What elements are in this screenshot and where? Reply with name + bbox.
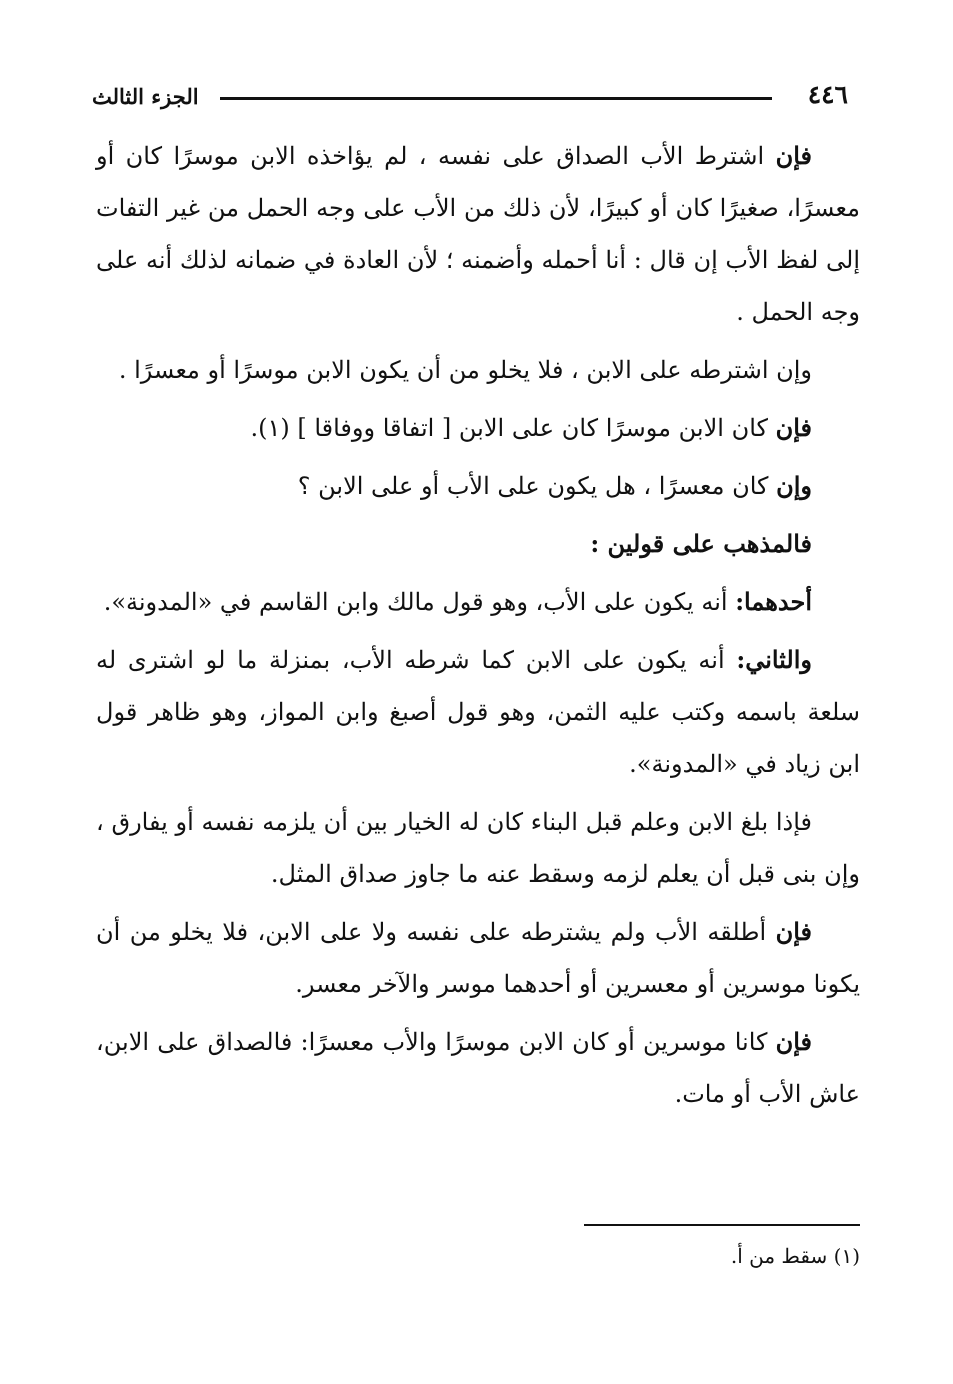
body-text bbox=[96, 130, 860, 1126]
paragraph-text: كانا موسرين أو كان الابن موسرًا والأب معسرًا: فالصداق على الابن، عاش الأب أو مات. bbox=[96, 1028, 860, 1108]
paragraph-lead: فإن bbox=[775, 1027, 812, 1056]
paragraph bbox=[96, 130, 860, 338]
header-rule bbox=[220, 97, 772, 100]
paragraph bbox=[96, 344, 860, 396]
page-header bbox=[92, 80, 848, 114]
paragraph-lead: فإن bbox=[775, 141, 812, 170]
paragraph-lead: فالمذهب على قولين : bbox=[590, 529, 812, 558]
paragraph bbox=[96, 796, 860, 900]
paragraph bbox=[96, 402, 860, 454]
paragraph-text: وإن اشترطه على الابن ، فلا يخلو من أن يكون الابن موسرًا أو معسرًا . bbox=[118, 356, 812, 384]
paragraph-text: أنه يكون على الأب، وهو قول مالك وابن القاسم في «المدونة». bbox=[103, 588, 736, 616]
paragraph-lead: أحدهما: bbox=[735, 587, 812, 616]
footnote-rule bbox=[584, 1224, 860, 1226]
paragraph-text: كان الابن موسرًا كان على الابن [ اتفاقا ووفاقا ] (١). bbox=[250, 414, 776, 442]
section-title: الجزء الثالث bbox=[92, 84, 199, 109]
paragraph-lead: والثاني: bbox=[736, 645, 812, 674]
paragraph bbox=[96, 634, 860, 790]
paragraph bbox=[96, 1016, 860, 1120]
paragraph-text: اشترط الأب الصداق على نفسه ، لم يؤاخذه الابن موسرًا كان أو معسرًا، صغيرًا كان أو كبيرًا، لأن ذلك من الأب على وجه الحمل من غير التفات إلى لفظ الأب إن قال : أنا أحمله وأضمنه ؛ لأن العادة في ضمانه لذلك أنه على وجه الحمل . bbox=[96, 142, 860, 326]
paragraph bbox=[96, 576, 860, 628]
paragraph-text: كان معسرًا ، هل يكون على الأب أو على الابن ؟ bbox=[297, 472, 777, 500]
paragraph-lead: فإن bbox=[775, 413, 812, 442]
footnote: (١) سقط من أ. bbox=[730, 1244, 860, 1268]
paragraph-lead: وإن bbox=[776, 471, 812, 500]
paragraph-text: أطلقه الأب ولم يشترطه على نفسه ولا على الابن، فلا يخلو من أن يكونا موسرين أو معسرين أو أحدهما موسر والآخر معسر. bbox=[96, 918, 860, 998]
paragraph-lead: فإن bbox=[775, 917, 812, 946]
paragraph-text: فإذا بلغ الابن وعلم قبل البناء كان له الخيار بين أن يلزمه نفسه أو يفارق ، وإن بنى قبل أن يعلم لزمه وسقط عنه ما جاوز صداق المثل. bbox=[96, 808, 860, 888]
paragraph bbox=[96, 518, 860, 570]
paragraph bbox=[96, 906, 860, 1010]
paragraph-text: أنه يكون على الابن كما شرطه الأب، بمنزلة ما لو اشترى له سلعة باسمه وكتب عليه الثمن، وهو قول أصبغ وابن المواز، وهو ظاهر قول ابن زياد في «المدونة». bbox=[96, 646, 860, 778]
paragraph bbox=[96, 460, 860, 512]
page-number: ٤٤٦ bbox=[807, 80, 848, 109]
